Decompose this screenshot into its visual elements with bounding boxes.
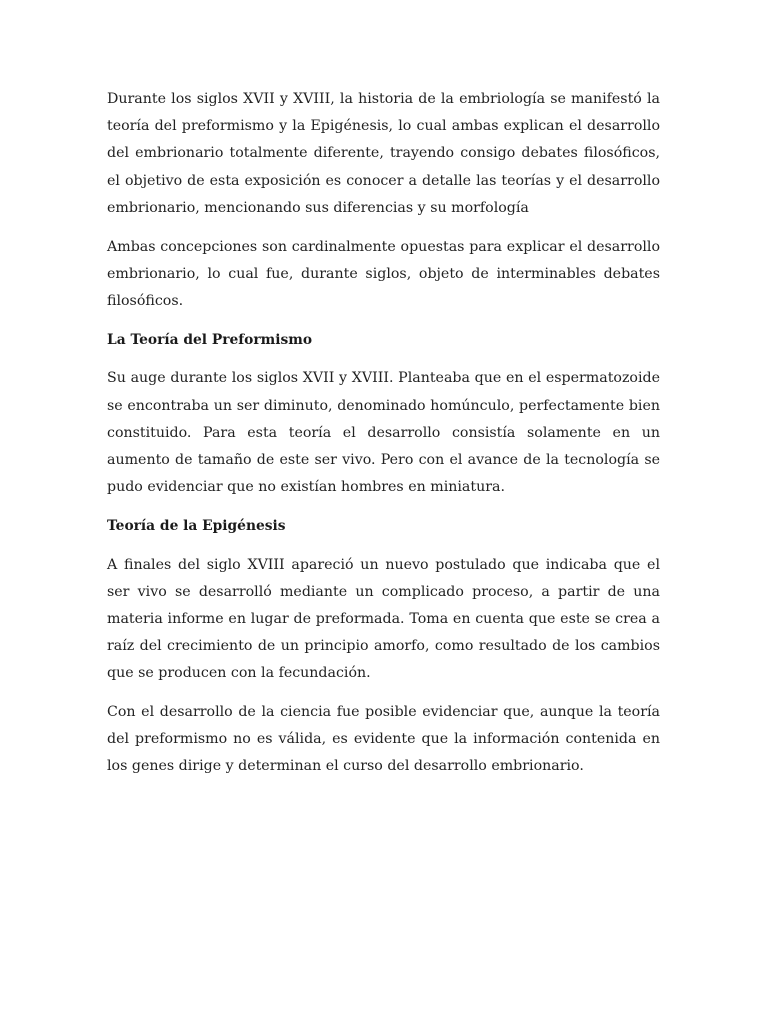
- heading-epigenesis: Teoría de la Epigénesis: [107, 517, 286, 534]
- paragraph-preformismo: Su auge durante los siglos XVII y XVIII. Planteaba que en el espermatozoide se encontraba un ser diminuto, denominado homúnculo, perfectamente bien constituido. Para esta teoría el desarrollo consistía solamente en un aumento de tamaño de este ser vivo. Pero con el avance de la tecnología se pudo evidenciar que no existían hombres en miniatura.: [107, 370, 660, 496]
- document-body: [107, 86, 660, 792]
- heading-preformismo: La Teoría del Preformismo: [107, 331, 313, 348]
- paragraph-epigenesis: A finales del siglo XVIII apareció un nuevo postulado que indicaba que el ser vivo se desarrolló mediante un complicado proceso, a partir de una materia informe en lugar de preformada. Toma en cuenta que este se crea a raíz del crecimiento de un principio amorfo, como resultado de los cambios que se producen con la fecundación.: [107, 556, 660, 682]
- paragraph-concepciones: Ambas concepciones son cardinalmente opuestas para explicar el desarrollo embrionario, lo cual fue, durante siglos, objeto de interminables debates filosóficos.: [107, 238, 660, 309]
- paragraph-intro: Durante los siglos XVII y XVIII, la historia de la embriología se manifestó la teoría del preformismo y la Epigénesis, lo cual ambas explican el desarrollo del embrionario totalmente diferente, trayendo consigo debates filosóficos, el objetivo de esta exposición es conocer a detalle las teorías y el desarrollo embrionario, mencionando sus diferencias y su morfología: [107, 91, 660, 216]
- paragraph-conclusion: Con el desarrollo de la ciencia fue posible evidenciar que, aunque la teoría del preformismo no es válida, es evidente que la información contenida en los genes dirige y determinan el curso del desarrollo embrionario.: [107, 704, 660, 775]
